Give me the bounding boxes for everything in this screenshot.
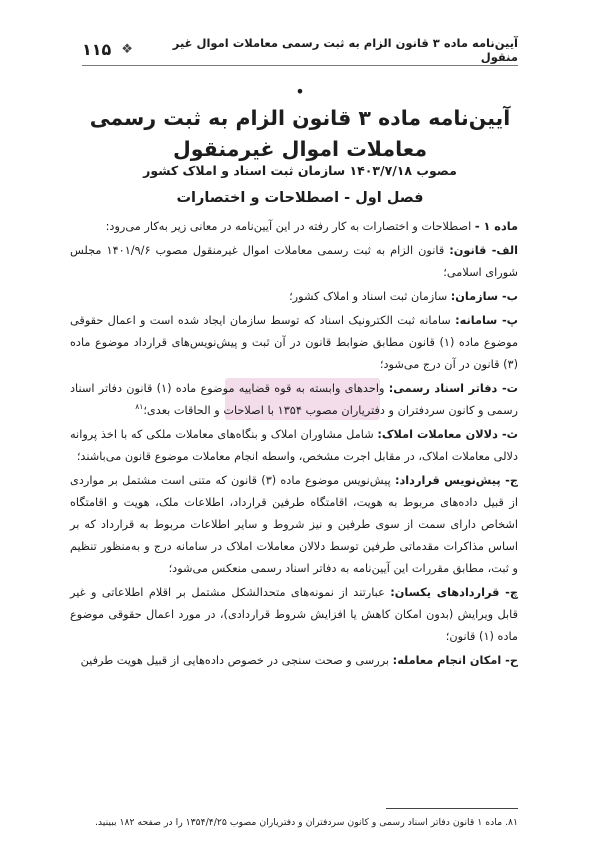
page-number: ۱۱۵ [82,40,112,59]
ornament-icon: ❖ [121,42,133,57]
approval-line: مصوب ۱۴۰۳/۷/۱۸ سازمان ثبت اسناد و املاک کشور [143,163,457,178]
paragraph-text: پیش‌نویس موضوع ماده (۳) قانون که متنی است مشتمل بر مواردی از قبیل داده‌های مربوط به هویت، اقامتگاه طرفین قرارداد، اطلاعات ملک، هویت و اقامتگاه اشخاص دارای سمت از سوی طرفین و نیز شروط و سایر اطلاعات مربوط به قرارداد که بر اساس مذاکرات مقدماتی طرفین توسط دلالان معاملات املاک در سامانه درج و به‌منظور تنظیم و ثبت، مطابق مقررات این آیین‌نامه به دفاتر اسناد رسمی منعکس می‌شود؛ [70,474,518,575]
paragraph-text: سامانه ثبت الکترونیک اسناد که توسط سازمان ایجاد شده است و اعمال حقوقی موضوع ماده (۱) قانون مطابق ضوابط قانون در آن ثبت و پیش‌نویس‌های قرارداد موضوع ماده (۳) قانون در آن درج می‌شود؛ [70,314,518,371]
footnote: ۸۱. ماده ۱ قانون دفاتر اسناد رسمی و کانون سردفتران و دفتریاران مصوب ۱۳۵۴/۴/۲۵ را در صفحه ۱۸۲ ببینید. [94,817,518,828]
paragraph-text: شامل مشاوران املاک و بنگاه‌های معاملات ملکی که با اخذ پروانه دلالی معاملات املاک، در مقابل اجرت مشخص، واسطه انجام معاملات موضوع قانون می‌باشند؛ [70,428,518,463]
paragraph-term: الف- قانون: [449,244,518,257]
body-text [70,216,518,674]
paragraph-text: بررسی و صحت سنجی در خصوص داده‌هایی از قبیل هویت طرفین [80,654,393,667]
header-title-group [111,36,518,64]
paragraph-text: واحدهای وابسته به قوه قضاییه موضوع ماده (۱) قانون دفاتر اسناد رسمی و کانون سردفتران و دفتریاران مصوب ۱۳۵۴ با اصلاحات و الحاقات بعدی؛ [70,382,518,417]
paragraph-article-1 [70,216,518,238]
paragraph-term: ماده ۱ - [474,220,518,233]
paragraph-pe [70,310,518,376]
footnote-marker[interactable]: ۸۱ [135,402,144,412]
paragraph-term: پ- سامانه: [455,314,518,327]
paragraph-text: سازمان ثبت اسناد و املاک کشور؛ [289,290,451,303]
running-title: آیین‌نامه ماده ۳ قانون الزام به ثبت رسمی معاملات اموال غیر منقول [172,35,518,64]
paragraph-term: ت- دفاتر اسناد رسمی: [388,382,518,395]
paragraph-text: عبارتند از نمونه‌های متحدالشکل مشتمل بر اقلام اطلاعاتی و غیر قابل ویرایش (بدون امکان کاهش یا افزایش شروط قراردادی)، در مورد اعمال حقوقی موضوع ماده (۱) قانون؛ [70,586,518,643]
paragraph-term: ب- سازمان: [450,290,518,303]
paragraph-che [70,582,518,648]
paragraph-term: چ- قراردادهای یکسان: [390,586,518,599]
paragraph-text: قانون الزام به ثبت رسمی معاملات اموال غیرمنقول مصوب ۱۴۰۱/۹/۶ مجلس شورای اسلامی؛ [70,244,518,279]
paragraph-be [70,286,518,308]
paragraph-te [70,378,518,422]
chapter-heading: فصل اول - اصطلاحات و اختصارات [176,190,424,206]
running-header [82,35,518,66]
paragraph-term: ث- دلالان معاملات املاک: [377,428,518,441]
paragraph-he [70,650,518,672]
paragraph-text: اصطلاحات و اختصارات به کار رفته در این آیین‌نامه در معانی زیر به‌کار می‌رود: [105,220,475,233]
title-line-2: معاملات اموال غیرمنقول [172,137,428,161]
footnote-divider [386,808,518,809]
title-line-1: آیین‌نامه ماده ۳ قانون الزام به ثبت رسمی [89,106,511,130]
bullet-icon: • [295,82,305,101]
paragraph-se [70,424,518,468]
paragraph-alef [70,240,518,284]
paragraph-term: ج- پیش‌نویس قرارداد: [394,474,519,487]
page-title [70,103,530,165]
paragraph-jim [70,470,518,580]
paragraph-term: ح- امکان انجام معامله: [392,654,518,667]
